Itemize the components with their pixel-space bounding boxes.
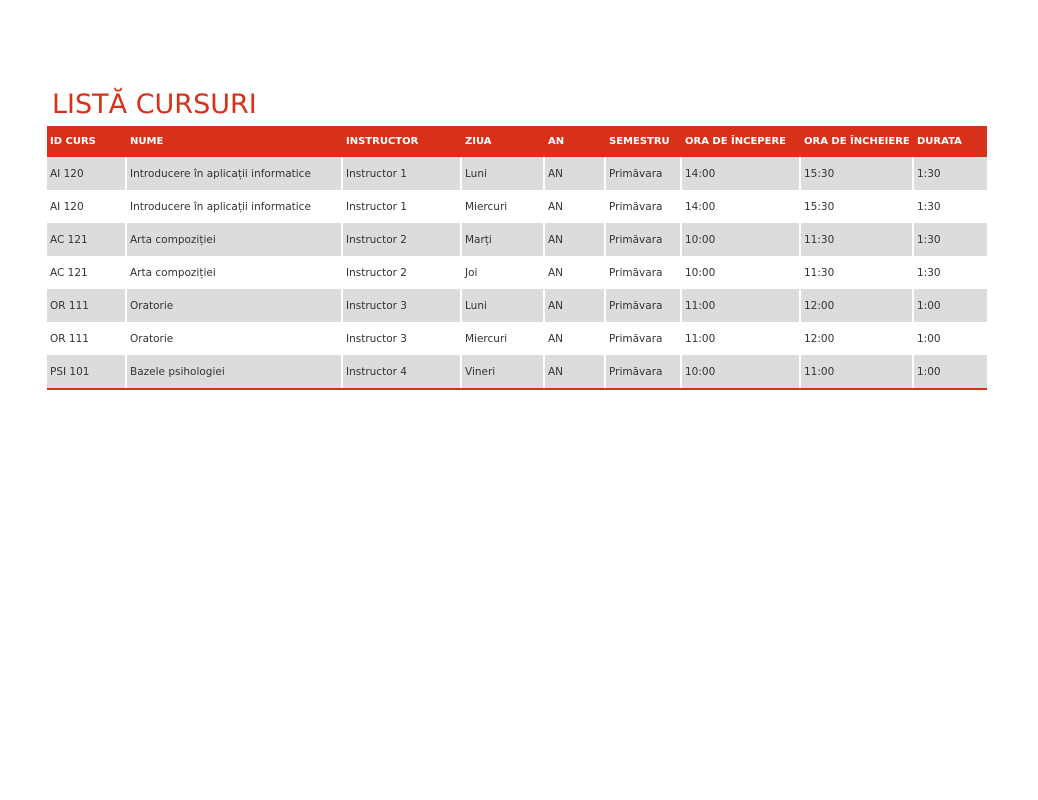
cell-durata[interactable]: 1:00 bbox=[914, 289, 987, 322]
cell-instructor[interactable]: Instructor 4 bbox=[343, 355, 462, 388]
cell-ora-de-incepere[interactable]: 11:00 bbox=[682, 289, 801, 322]
cell-nume[interactable]: Oratorie bbox=[127, 322, 343, 355]
cell-ora-de-incheiere[interactable]: 12:00 bbox=[801, 322, 914, 355]
cell-ora-de-incepere[interactable]: 14:00 bbox=[682, 190, 801, 223]
header-id-curs[interactable]: ID CURS bbox=[47, 126, 127, 157]
table-row bbox=[47, 289, 987, 322]
cell-instructor[interactable]: Instructor 1 bbox=[343, 190, 462, 223]
header-semestru[interactable]: SEMESTRU bbox=[606, 126, 682, 157]
table-body bbox=[47, 157, 987, 388]
table-row bbox=[47, 157, 987, 190]
cell-ora-de-incheiere[interactable]: 15:30 bbox=[801, 157, 914, 190]
cell-ziua[interactable]: Luni bbox=[462, 157, 545, 190]
cell-nume[interactable]: Introducere în aplicații informatice bbox=[127, 157, 343, 190]
cell-ora-de-incepere[interactable]: 10:00 bbox=[682, 256, 801, 289]
cell-an[interactable]: AN bbox=[545, 289, 606, 322]
table-row bbox=[47, 322, 987, 355]
cell-id-curs[interactable]: AI 120 bbox=[47, 190, 127, 223]
header-instructor[interactable]: INSTRUCTOR bbox=[343, 126, 462, 157]
cell-durata[interactable]: 1:30 bbox=[914, 157, 987, 190]
cell-ora-de-incepere[interactable]: 10:00 bbox=[682, 355, 801, 388]
cell-nume[interactable]: Introducere în aplicații informatice bbox=[127, 190, 343, 223]
cell-semestru[interactable]: Primăvara bbox=[606, 289, 682, 322]
cell-durata[interactable]: 1:30 bbox=[914, 256, 987, 289]
cell-id-curs[interactable]: PSI 101 bbox=[47, 355, 127, 388]
cell-ziua[interactable]: Miercuri bbox=[462, 322, 545, 355]
header-ziua[interactable]: ZIUA bbox=[462, 126, 545, 157]
cell-nume[interactable]: Arta compoziției bbox=[127, 223, 343, 256]
cell-ora-de-incheiere[interactable]: 11:00 bbox=[801, 355, 914, 388]
cell-nume[interactable]: Bazele psihologiei bbox=[127, 355, 343, 388]
cell-ora-de-incepere[interactable]: 14:00 bbox=[682, 157, 801, 190]
cell-an[interactable]: AN bbox=[545, 355, 606, 388]
header-ora-de-incheiere[interactable]: ORA DE ÎNCHEIERE bbox=[801, 126, 914, 157]
cell-instructor[interactable]: Instructor 2 bbox=[343, 223, 462, 256]
table-row bbox=[47, 223, 987, 256]
cell-id-curs[interactable]: AC 121 bbox=[47, 256, 127, 289]
cell-an[interactable]: AN bbox=[545, 256, 606, 289]
cell-durata[interactable]: 1:30 bbox=[914, 223, 987, 256]
cell-ziua[interactable]: Luni bbox=[462, 289, 545, 322]
cell-durata[interactable]: 1:00 bbox=[914, 355, 987, 388]
cell-semestru[interactable]: Primăvara bbox=[606, 157, 682, 190]
cell-instructor[interactable]: Instructor 1 bbox=[343, 157, 462, 190]
cell-instructor[interactable]: Instructor 3 bbox=[343, 322, 462, 355]
cell-ziua[interactable]: Joi bbox=[462, 256, 545, 289]
cell-durata[interactable]: 1:30 bbox=[914, 190, 987, 223]
header-ora-de-incepere[interactable]: ORA DE ÎNCEPERE bbox=[682, 126, 801, 157]
cell-instructor[interactable]: Instructor 3 bbox=[343, 289, 462, 322]
cell-ora-de-incepere[interactable]: 11:00 bbox=[682, 322, 801, 355]
cell-ora-de-incheiere[interactable]: 12:00 bbox=[801, 289, 914, 322]
cell-instructor[interactable]: Instructor 2 bbox=[343, 256, 462, 289]
header-nume[interactable]: NUME bbox=[127, 126, 343, 157]
cell-semestru[interactable]: Primăvara bbox=[606, 256, 682, 289]
cell-ziua[interactable]: Marți bbox=[462, 223, 545, 256]
cell-id-curs[interactable]: AI 120 bbox=[47, 157, 127, 190]
cell-id-curs[interactable]: OR 111 bbox=[47, 289, 127, 322]
cell-nume[interactable]: Oratorie bbox=[127, 289, 343, 322]
cell-id-curs[interactable]: OR 111 bbox=[47, 322, 127, 355]
table-row bbox=[47, 256, 987, 289]
cell-ora-de-incheiere[interactable]: 15:30 bbox=[801, 190, 914, 223]
cell-an[interactable]: AN bbox=[545, 322, 606, 355]
cell-semestru[interactable]: Primăvara bbox=[606, 355, 682, 388]
header-durata[interactable]: DURATA bbox=[914, 126, 987, 157]
cell-an[interactable]: AN bbox=[545, 223, 606, 256]
cell-ziua[interactable]: Vineri bbox=[462, 355, 545, 388]
cell-semestru[interactable]: Primăvara bbox=[606, 322, 682, 355]
cell-semestru[interactable]: Primăvara bbox=[606, 223, 682, 256]
cell-id-curs[interactable]: AC 121 bbox=[47, 223, 127, 256]
table-row bbox=[47, 190, 987, 223]
cell-an[interactable]: AN bbox=[545, 190, 606, 223]
cell-an[interactable]: AN bbox=[545, 157, 606, 190]
cell-semestru[interactable]: Primăvara bbox=[606, 190, 682, 223]
table-header bbox=[47, 126, 987, 157]
course-table-container bbox=[47, 126, 987, 390]
cell-durata[interactable]: 1:00 bbox=[914, 322, 987, 355]
cell-ora-de-incheiere[interactable]: 11:30 bbox=[801, 256, 914, 289]
header-row bbox=[47, 126, 987, 157]
header-an[interactable]: AN bbox=[545, 126, 606, 157]
cell-ora-de-incheiere[interactable]: 11:30 bbox=[801, 223, 914, 256]
page-title: LISTĂ CURSURI bbox=[52, 89, 257, 120]
table-row bbox=[47, 355, 987, 388]
cell-ora-de-incepere[interactable]: 10:00 bbox=[682, 223, 801, 256]
cell-nume[interactable]: Arta compoziției bbox=[127, 256, 343, 289]
cell-ziua[interactable]: Miercuri bbox=[462, 190, 545, 223]
course-table bbox=[47, 126, 987, 390]
